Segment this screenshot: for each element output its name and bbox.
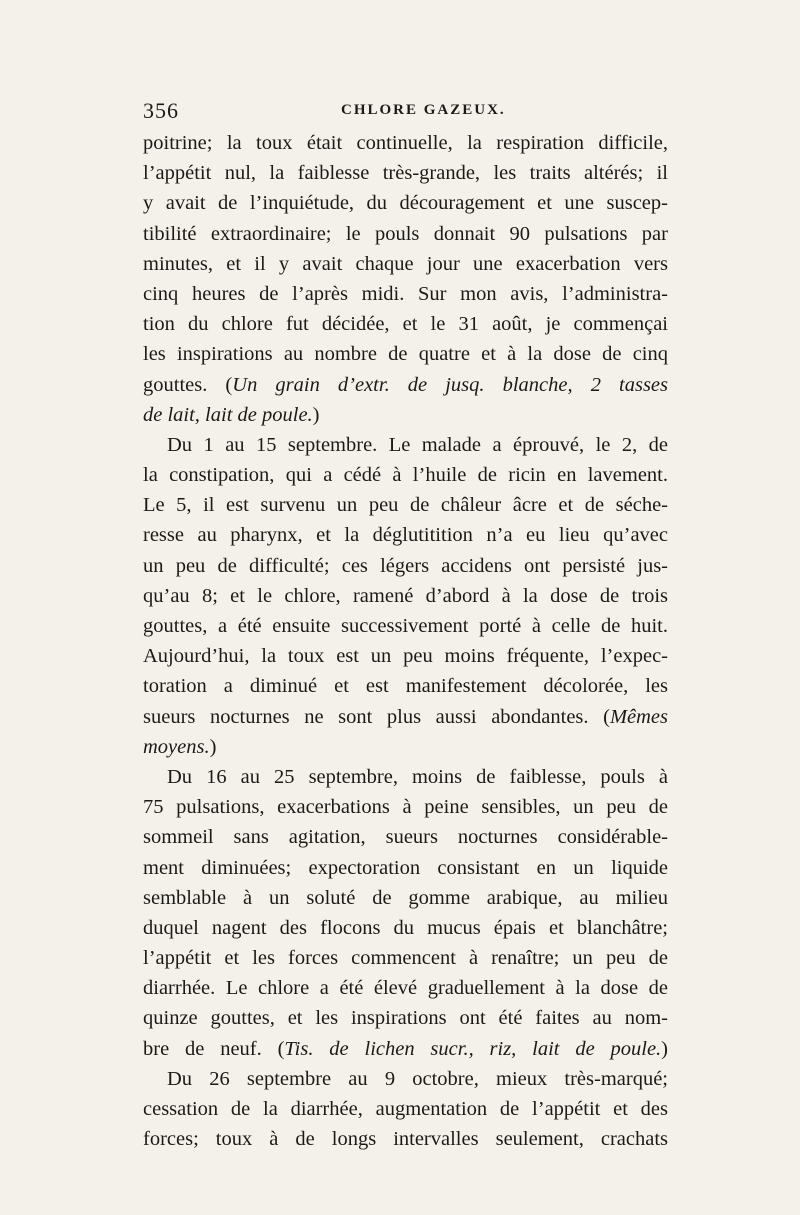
text-line: ment diminuées; expectoration consistant en un liquide xyxy=(143,856,668,879)
text-line: l’appétit nul, la faiblesse très-grande, les traits altérés; il xyxy=(143,162,668,185)
text-line: tion du chlore fut décidée, et le 31 août, je commençai xyxy=(143,313,668,336)
text-line: gouttes, a été ensuite successivement porté à celle de huit. xyxy=(143,615,668,637)
text-line: forces; toux à de longs intervalles seulement, crachats xyxy=(143,1128,668,1151)
text-line: duquel nagent des flocons du mucus épais et blanchâtre; xyxy=(143,916,668,939)
text-line: diarrhée. Le chlore a été élevé graduellement à la dose de xyxy=(143,977,668,1000)
text-line: un peu de difficulté; ces légers accidens ont persisté jus- xyxy=(143,554,668,577)
text-line: sueurs nocturnes ne sont plus aussi abondantes. (Mêmes xyxy=(143,705,668,728)
text-line: cessation de la diarrhée, augmentation de l’appétit et des xyxy=(143,1098,668,1120)
text-line: Le 5, il est survenu un peu de châleur âcre et de séche- xyxy=(143,494,668,517)
text-line: qu’au 8; et le chlore, ramené d’abord à la dose de trois xyxy=(143,584,668,607)
text-line: gouttes. (Un grain d’extr. de jusq. blanche, 2 tasses xyxy=(143,373,669,396)
text-line: la constipation, qui a cédé à l’huile de ricin en lavement. xyxy=(143,464,668,487)
text-line: cinq heures de l’après midi. Sur mon avis, l’administra- xyxy=(143,282,668,305)
text-line: quinze gouttes, et les inspirations ont été faites au nom- xyxy=(143,1007,668,1030)
page-number: 356 xyxy=(143,98,179,123)
page-header xyxy=(143,98,663,126)
text-line: Du 1 au 15 septembre. Le malade a éprouvé, le 2, de xyxy=(167,433,668,456)
text-line: poitrine; la toux était continuelle, la respiration difficile, xyxy=(143,132,668,154)
text-line: sommeil sans agitation, sueurs nocturnes considérable- xyxy=(143,826,668,849)
body-text xyxy=(143,128,668,1154)
text-line: Du 26 septembre au 9 octobre, mieux très-marqué; xyxy=(167,1067,668,1090)
text-line: Aujourd’hui, la toux est un peu moins fréquente, l’expec- xyxy=(143,645,668,668)
text-line: minutes, et il y avait chaque jour une exacerbation vers xyxy=(143,252,668,275)
text-line: moyens.) xyxy=(143,735,217,758)
text-line: 75 pulsations, exacerbations à peine sensibles, un peu de xyxy=(143,796,668,819)
text-line: l’appétit et les forces commencent à renaître; un peu de xyxy=(143,947,668,970)
text-line: resse au pharynx, et la déglutitition n’a eu lieu qu’avec xyxy=(143,524,668,547)
text-line: les inspirations au nombre de quatre et à la dose de cinq xyxy=(143,343,668,366)
text-line: bre de neuf. (Tis. de lichen sucr., riz, lait de poule.) xyxy=(143,1037,668,1060)
text-line: y avait de l’inquiétude, du découragement et une suscep- xyxy=(143,192,668,215)
running-head: CHLORE GAZEUX. xyxy=(341,102,506,118)
text-line: de lait, lait de poule.) xyxy=(143,403,320,426)
text-line: semblable à un soluté de gomme arabique, au milieu xyxy=(143,886,668,909)
text-line: tibilité extraordinaire; le pouls donnait 90 pulsations par xyxy=(143,222,668,245)
text-line: Du 16 au 25 septembre, moins de faiblesse, pouls à xyxy=(167,765,668,788)
text-line: toration a diminué et est manifestement décolorée, les xyxy=(143,675,668,698)
